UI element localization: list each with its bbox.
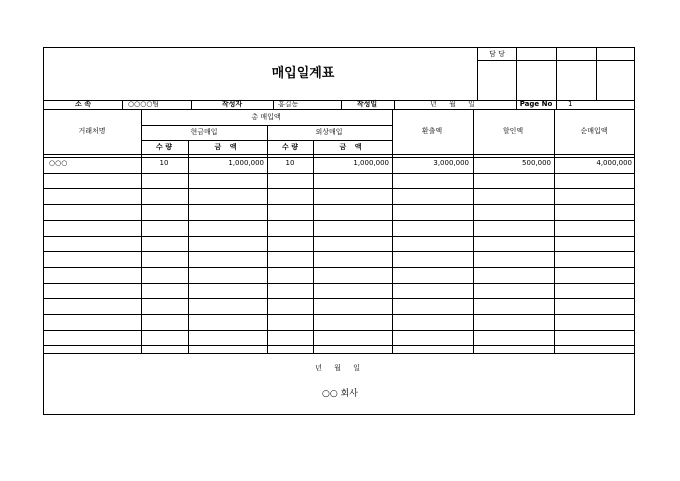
cash-amount-header: 금 액 <box>214 143 240 151</box>
net-purchase-cell: 4,000,000 <box>596 159 632 167</box>
discount-cell: 500,000 <box>522 159 551 167</box>
vendor-cell: ○○○ <box>49 159 68 167</box>
total-purchase-header: 총 매입액 <box>251 113 281 121</box>
author-label: 작성자 <box>221 100 243 108</box>
credit-qty-header: 수 량 <box>282 143 298 151</box>
date-value: 년 월 일 <box>430 100 480 108</box>
net-purchase-header: 순매입액 <box>580 127 608 135</box>
approval-box-divider <box>477 48 478 100</box>
purchase-daily-report-form <box>43 47 635 415</box>
dept-label: 소 속 <box>75 100 91 108</box>
cash-amount-cell: 1,000,000 <box>228 159 264 167</box>
footer-company: ○○ 회사 <box>322 389 358 399</box>
credit-qty-cell: 10 <box>285 159 295 167</box>
return-header: 환출액 <box>421 127 443 135</box>
dept-value: ○○○○팀 <box>128 100 160 108</box>
author-value: 홍길동 <box>278 100 299 108</box>
credit-amount-header: 금 액 <box>339 143 365 151</box>
credit-amount-cell: 1,000,000 <box>353 159 389 167</box>
cash-purchase-header: 현금매입 <box>190 128 218 136</box>
credit-purchase-header: 외상매입 <box>315 128 343 136</box>
footer-date: 년 월 일 <box>315 364 365 372</box>
return-cell: 3,000,000 <box>433 159 469 167</box>
page-value: 1 <box>568 100 573 108</box>
cash-qty-cell: 10 <box>159 159 169 167</box>
approval-label: 담 당 <box>489 50 505 58</box>
vendor-header: 거래처명 <box>78 127 106 135</box>
document-title: 매입일계표 <box>271 66 335 81</box>
date-label: 작성일 <box>356 100 378 108</box>
page-label: Page No <box>519 100 553 108</box>
cash-qty-header: 수 량 <box>156 143 172 151</box>
discount-header: 할인액 <box>502 127 524 135</box>
